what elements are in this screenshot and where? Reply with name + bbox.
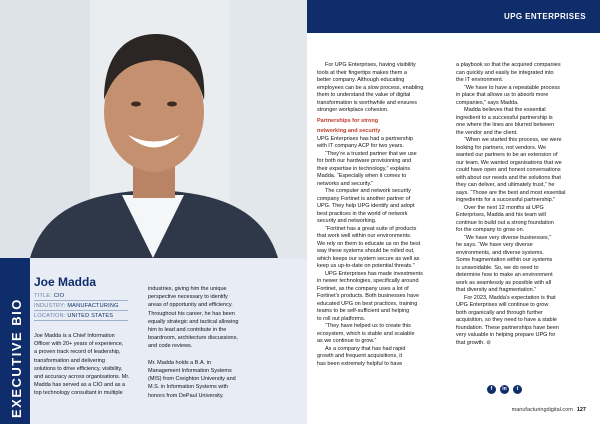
paragraph-line: keep us up-to-date on potential threats.” [317, 263, 415, 269]
paragraph-line: to roll out platforms. [317, 315, 366, 322]
paragraph-line: as we continue to grow.” [317, 338, 377, 344]
side-label: EXECUTIVE BIO [9, 298, 24, 418]
paragraph-line: could have open and honest conversations [456, 167, 561, 173]
paragraph-line: way these systems should be rolled out, [317, 248, 415, 254]
paragraph-line: Over the next 12 months at UPG [464, 204, 544, 211]
paragraph-line: UPG Enterprises will continue to grow [456, 302, 549, 308]
paragraph-line: As a company that has had rapid [325, 345, 406, 352]
paragraph-line: their expertise in technology,” explains [317, 165, 411, 172]
text-line: a proven track record of leadership, [34, 349, 121, 356]
paragraph-line: better company. Although educating [317, 77, 405, 83]
text-line [148, 351, 266, 359]
paragraph-line: employees can be a slow process, enabling [317, 84, 424, 91]
paragraph-line: best practices in the world of network [317, 210, 408, 217]
paragraph-line: company Fortinet is another partner of [317, 195, 411, 202]
paragraph-line: ecosystem, which is stable and scalable [317, 330, 415, 337]
paragraph-line: acquisition, so they need to have a stable [456, 317, 557, 323]
text-line: Throughout his career, he has been [148, 310, 235, 317]
bio-location [34, 313, 113, 319]
paragraph-line: tools at their fingertips makes them a [317, 69, 407, 76]
paragraph-line: they can deliver, and ultimately trust,” he [456, 182, 555, 188]
paragraph-line: wanted our partners to be an extension of [456, 152, 558, 158]
paragraph-line: teams to be self-sufficient and helping [317, 308, 410, 314]
paragraph-line: “We have very diverse businesses,” [464, 234, 552, 241]
text-line: transformation and delivering [34, 357, 105, 364]
paragraph-line: with IT company ACP for two years. [317, 143, 404, 149]
paragraph-line: determine how to make an environment [456, 272, 553, 278]
industry-key: INDUSTRY: [34, 303, 66, 309]
text-line: honors from DePaul University. [148, 392, 224, 399]
paragraph-line: “Fortinet has a great suite of products [325, 225, 417, 232]
paragraph-line: “We have to have a repeatable process [464, 84, 560, 91]
divider [34, 310, 128, 311]
title-value: CIO [53, 293, 65, 299]
paragraph-line: “They’re a trusted partner that we use [325, 150, 417, 157]
page-footer [512, 407, 586, 413]
paragraph-line: networks and security.” [317, 180, 374, 187]
paragraph-line: that growth. ⊘ [456, 339, 491, 346]
paragraph-line: with about our needs and the solutions that [456, 174, 561, 181]
text-line: Joe Madda is a Chief Information [34, 333, 115, 339]
bio-industry [34, 303, 119, 309]
bio-text-col1 [34, 332, 132, 398]
text-line: Madda has served as a CIO and as a [34, 382, 126, 389]
footer-site[interactable]: manufacturingdigital.com [511, 407, 573, 413]
location-key: LOCATION: [34, 313, 66, 319]
paragraph-line: our team. We wanted organisations that we [456, 159, 562, 166]
text-line: perspective necessary to identify [148, 294, 228, 301]
paragraph-line: both organically and through further [456, 309, 543, 316]
paragraph-line: ingredients for a successful partnership.” [456, 197, 556, 203]
paragraph-line: ingredient to a successful partnership is [456, 114, 553, 121]
page-header [307, 0, 600, 33]
subheading: Partnerships for strong [317, 117, 379, 124]
text-line: solutions to drive efficiency, visibility, [34, 365, 123, 372]
paragraph-line: Enterprises, Madda and his team will [456, 212, 546, 218]
article-col-1 [317, 62, 443, 368]
paragraph-line: which keeps our system secure as well as [317, 255, 420, 262]
paragraph-line: continue to build out a strong foundation [456, 219, 554, 226]
paragraph-line: for both our hardware provisioning and [317, 158, 412, 164]
article-col-2 [456, 62, 586, 347]
paragraph-line: in newer technologies, specifically around [317, 278, 419, 284]
paragraph-line: UPG Enterprises has had a partnership [317, 135, 413, 142]
linkedin-icon[interactable]: in [500, 385, 509, 394]
paragraph-line: foundation. These partnerships have been [456, 324, 559, 331]
text-line: Officer with 20+ years of experience, [34, 341, 124, 348]
paragraph-line: has been extremely helpful to have [317, 360, 403, 367]
industry-value: MANUFACTURING [67, 303, 119, 309]
bio-name: Joe Madda [34, 275, 97, 289]
text-line: and code reviews. [148, 343, 193, 350]
divider [34, 320, 128, 321]
text-line: equally strategic and tactical allowing [148, 318, 239, 325]
paragraph-line: the vendor and the client. [456, 129, 518, 136]
portrait-photo [0, 0, 307, 258]
paragraph-line: one where the lines are blurred between [456, 122, 555, 128]
paragraph-line: he says. “We have very diverse [456, 242, 533, 248]
paragraph-line: Some fragmentation within our systems [456, 257, 553, 263]
paragraph-line: that work well within our environments. [317, 233, 412, 239]
bio-text-col2 [148, 285, 266, 400]
paragraph-line: For 2023, Madda’s expectation is that [464, 294, 556, 301]
text-line: areas of opportunity and efficiency. [148, 302, 233, 309]
paragraph-line: transformation is worthwhile and ensures [317, 99, 417, 106]
paragraph-line: Madda. “Especially when it comes to [317, 173, 407, 179]
paragraph-line: says. “Those are the best and most essential [456, 189, 566, 196]
paragraph-line: educated UPG on best practices, training [317, 300, 418, 307]
text-line: industries, giving him the unique [148, 286, 227, 292]
side-label-bar [0, 258, 30, 424]
paragraph-line: growth and frequent acquisitions, it [317, 353, 402, 359]
paragraph-line: that diversity and fragmentation.” [456, 287, 537, 293]
divider [34, 300, 128, 301]
paragraph-line: Fortinet, as the company uses a lot of [317, 285, 409, 292]
paragraph-line: a playbook so that the acquired companies [456, 62, 561, 68]
text-line: Mr. Madda holds a B.A. in [148, 359, 211, 366]
text-line: Management Information Systems [148, 368, 232, 375]
portrait-illustration [0, 0, 307, 258]
bio-title [34, 293, 64, 299]
text-line: him to lead and contribute in the [148, 327, 227, 334]
paragraph-line: is unavoidable. So, we do need to [456, 264, 539, 271]
paragraph-line: stronger workplace cohesion. [317, 107, 389, 113]
paragraph-line: very valuable in helping prepare UPG for [456, 332, 556, 338]
text-line: boardroom, architecture discussions, [148, 335, 238, 342]
text-line: (MIS) from Creighton University and [148, 376, 236, 383]
page-number: 127 [576, 407, 586, 413]
text-line: top technology consultant in multiple [34, 390, 123, 397]
paragraph-line: work as seamlessly as possible with all [456, 279, 552, 286]
paragraph-line: for the company to grow on. [456, 227, 525, 233]
paragraph-line: the IT environment. [456, 77, 504, 83]
paragraph-line: companies,” says Madda. [456, 99, 519, 106]
paragraph-line: UPG. They help UPG identify and adopt [317, 203, 415, 209]
paragraph-line: The computer and network security [325, 188, 411, 194]
paragraph-line: in place that allows us to absorb more [456, 92, 549, 98]
paragraph-line: environments, and diverse systems. [456, 249, 544, 256]
paragraph-line: can quickly and easily be integrated into [456, 69, 554, 76]
paragraph-line: We rely on them to educate us on the best [317, 240, 421, 247]
location-value: UNITED STATES [67, 313, 114, 319]
paragraph-line: “When we started this process, we were [464, 137, 562, 143]
section-title: UPG ENTERPRISES [503, 12, 586, 21]
paragraph-line: Madda believes that the essential [464, 107, 546, 113]
paragraph-line: Fortinet’s products. Both businesses have [317, 293, 420, 299]
title-key: TITLE: [34, 293, 52, 299]
paragraph-line: “They have helped us to create this [325, 323, 411, 329]
paragraph-line: For UPG Enterprises, having visibility [325, 62, 416, 68]
text-line: M.S. in Information Systems with [148, 384, 229, 391]
paragraph-line: looking for partners, not vendors. We [456, 144, 547, 151]
subheading: networking and security [317, 128, 381, 134]
paragraph-line: UPG Enterprises has made investments [325, 270, 423, 277]
paragraph-line: security and networking. [317, 218, 377, 224]
paragraph-line: them to understand the value of digital [317, 92, 411, 98]
text-line: and accuracy across organisations. Mr. [34, 374, 130, 381]
twitter-icon[interactable]: t [513, 385, 522, 394]
facebook-icon[interactable]: f [487, 385, 496, 394]
